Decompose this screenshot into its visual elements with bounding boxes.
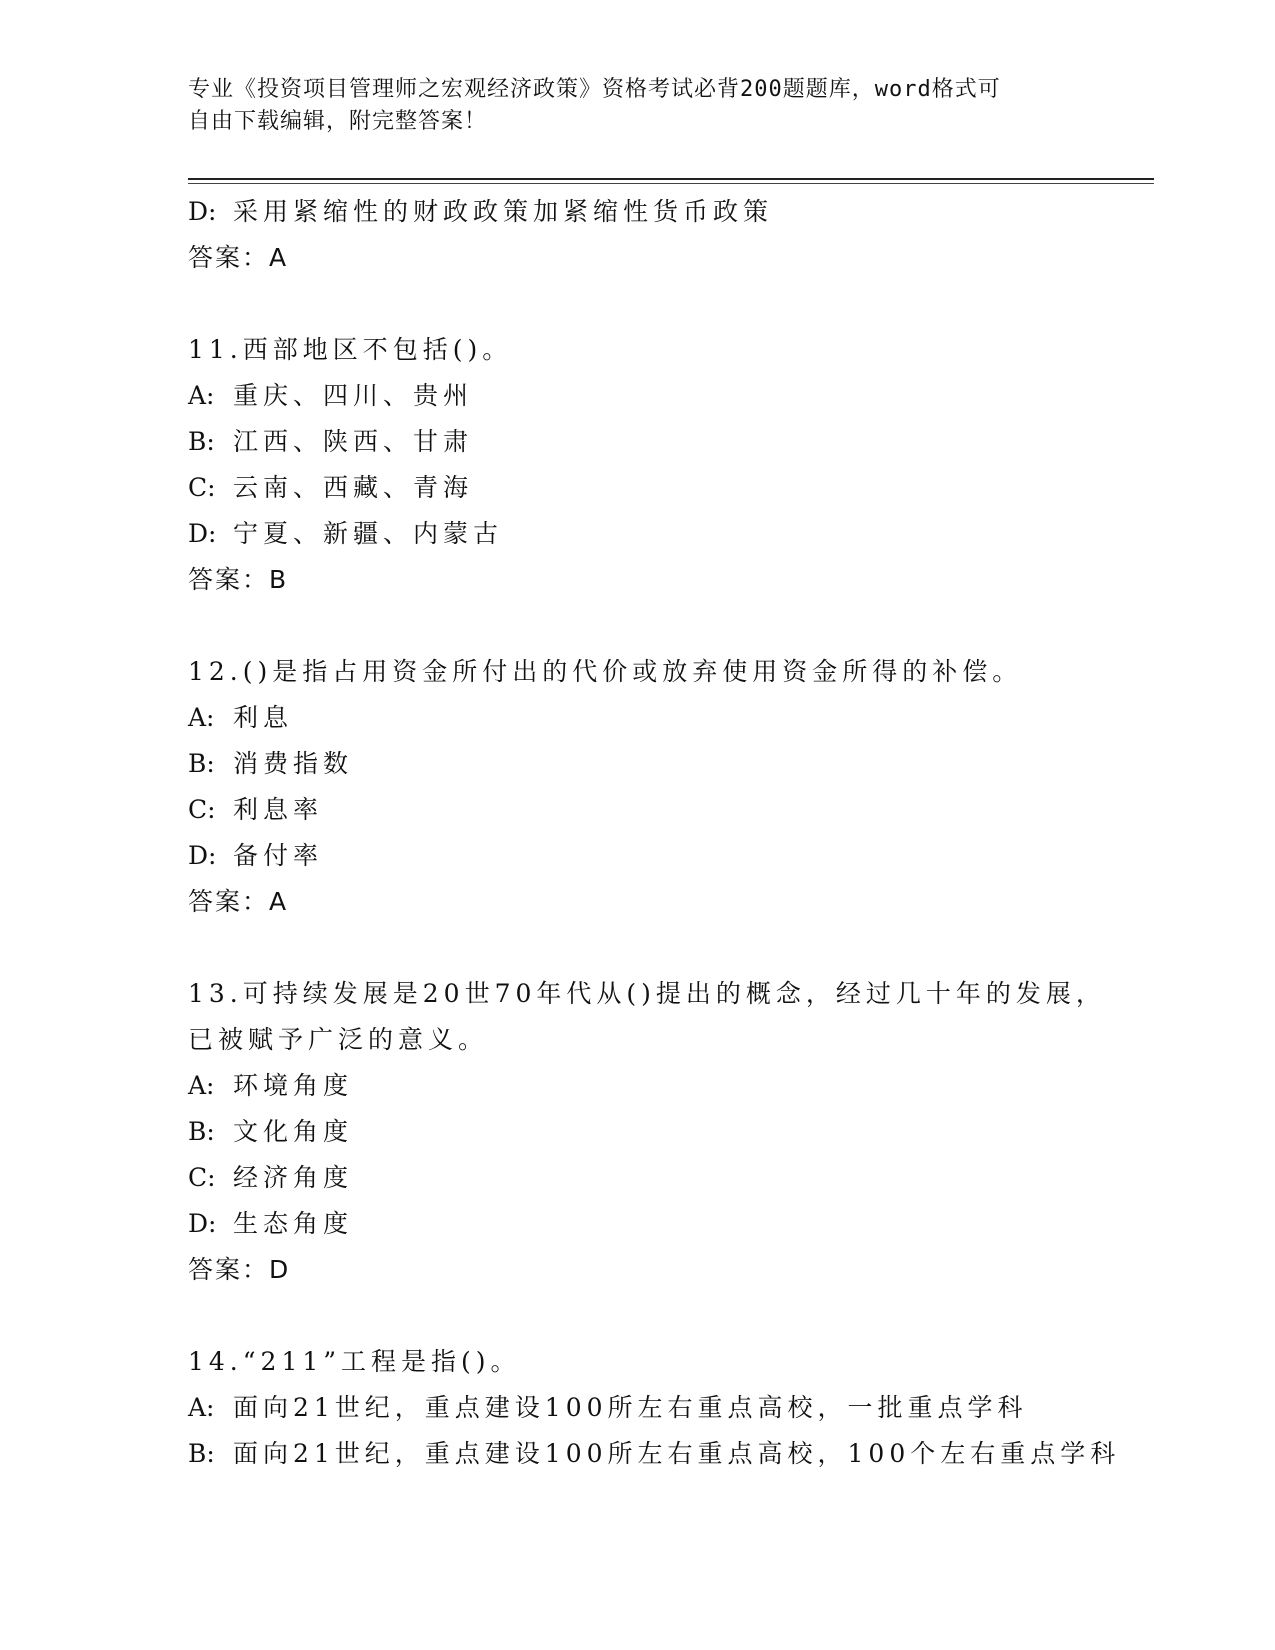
option-letter: C: bbox=[188, 1163, 216, 1192]
option-letter: D: bbox=[188, 841, 217, 870]
option-text: 备付率 bbox=[233, 841, 324, 870]
q11-stem: 11.西部地区不包括()。 bbox=[188, 335, 513, 364]
q13-answer: 答案：D bbox=[188, 1255, 291, 1284]
option-letter: D: bbox=[188, 197, 217, 226]
spacer bbox=[188, 1293, 1148, 1339]
q12-option-b bbox=[188, 741, 1148, 787]
q12-option-d bbox=[188, 833, 1148, 879]
option-text: 消费指数 bbox=[233, 749, 354, 778]
header-title-line-1: 专业《投资项目管理师之宏观经济政策》资格考试必背200题题库，word格式可 bbox=[188, 77, 1001, 102]
option-letter: B: bbox=[188, 1439, 215, 1468]
header-divider-thin bbox=[188, 183, 1154, 184]
option-letter: B: bbox=[188, 749, 215, 778]
option-letter: B: bbox=[188, 1117, 215, 1146]
option-letter: C: bbox=[188, 795, 216, 824]
q11-answer: 答案：B bbox=[188, 565, 289, 594]
q13-stem-line-2: 已被赋予广泛的意义。 bbox=[188, 1025, 489, 1054]
document-header bbox=[188, 74, 1068, 138]
q14-option-b bbox=[188, 1431, 1148, 1477]
option-text: 面向21世纪，重点建设100所左右重点高校，一批重点学科 bbox=[233, 1393, 1028, 1422]
q13-option-d bbox=[188, 1201, 1148, 1247]
q13-option-a bbox=[188, 1063, 1148, 1109]
option-text: 采用紧缩性的财政政策加紧缩性货币政策 bbox=[233, 197, 774, 226]
q12-option-a bbox=[188, 695, 1148, 741]
q12-stem: 12.()是指占用资金所付出的代价或放弃使用资金所得的补偿。 bbox=[188, 657, 1023, 686]
header-divider-thick bbox=[188, 178, 1154, 180]
q11-option-b bbox=[188, 419, 1148, 465]
option-text: 宁夏、新疆、内蒙古 bbox=[233, 519, 504, 548]
q11-option-a bbox=[188, 373, 1148, 419]
question-list bbox=[188, 189, 1148, 1477]
q12-option-c bbox=[188, 787, 1148, 833]
option-text: 江西、陕西、甘肃 bbox=[233, 427, 474, 456]
option-text: 文化角度 bbox=[233, 1117, 354, 1146]
spacer bbox=[188, 281, 1148, 327]
q13-stem-line-1: 13.可持续发展是20世70年代从()提出的概念，经过几十年的发展， bbox=[188, 979, 1106, 1008]
q11-option-c bbox=[188, 465, 1148, 511]
q13-option-c bbox=[188, 1155, 1148, 1201]
option-letter: B: bbox=[188, 427, 215, 456]
option-text: 云南、西藏、青海 bbox=[233, 473, 474, 502]
option-letter: D: bbox=[188, 1209, 217, 1238]
option-letter: D: bbox=[188, 519, 217, 548]
q11-option-d bbox=[188, 511, 1148, 557]
option-letter: A: bbox=[188, 1393, 215, 1422]
option-text: 生态角度 bbox=[233, 1209, 354, 1238]
q10-option-d bbox=[188, 189, 1148, 235]
option-letter: A: bbox=[188, 703, 215, 732]
q12-answer: 答案：A bbox=[188, 887, 289, 916]
q10-answer: 答案：A bbox=[188, 243, 289, 272]
option-text: 利息 bbox=[233, 703, 294, 732]
option-letter: A: bbox=[188, 1071, 215, 1100]
header-title-line-2: 自由下载编辑，附完整答案！ bbox=[188, 109, 488, 134]
option-letter: A: bbox=[188, 381, 215, 410]
option-text: 面向21世纪，重点建设100所左右重点高校，100个左右重点学科 bbox=[233, 1439, 1121, 1468]
option-text: 重庆、四川、贵州 bbox=[233, 381, 474, 410]
option-letter: C: bbox=[188, 473, 216, 502]
option-text: 环境角度 bbox=[233, 1071, 354, 1100]
spacer bbox=[188, 603, 1148, 649]
spacer bbox=[188, 925, 1148, 971]
q14-stem: 14.“211”工程是指()。 bbox=[188, 1347, 521, 1376]
q13-option-b bbox=[188, 1109, 1148, 1155]
q14-option-a bbox=[188, 1385, 1148, 1431]
option-text: 经济角度 bbox=[233, 1163, 354, 1192]
option-text: 利息率 bbox=[233, 795, 324, 824]
